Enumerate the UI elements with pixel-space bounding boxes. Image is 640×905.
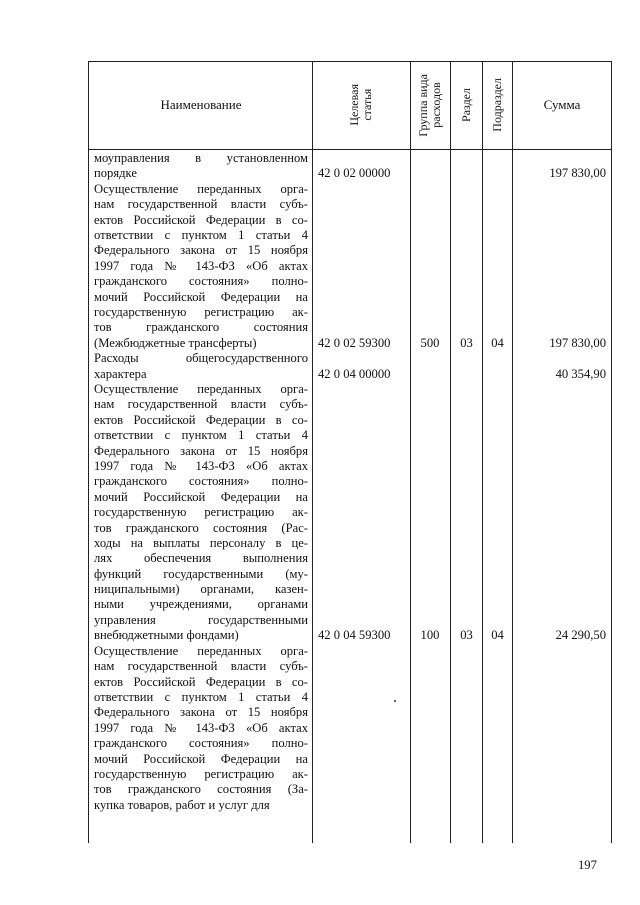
row-sum: 197 830,00 [549, 335, 606, 350]
row-description-line: тов гражданского состояния (За- [94, 782, 308, 797]
header-section-label: Раздел [458, 88, 473, 122]
row-description-line: ходы на выплаты персоналу в це- [94, 535, 308, 550]
row-description-line: ектов Российской Федерации в со- [94, 212, 308, 227]
row-description-line: нам государственной власти субъ- [94, 197, 308, 212]
row-description-line: гражданского состояния» полно- [94, 736, 308, 751]
row-description-line: 1997 года № 143-ФЗ «Об актах [94, 458, 308, 473]
row-sum: 40 354,90 [555, 366, 606, 381]
row-description-line: внебюджетными фондами) [94, 628, 239, 643]
row-description-line: ными учреждениями, органами [94, 597, 308, 612]
header-group [410, 62, 450, 148]
row-description-line: нам государственной власти субъ- [94, 659, 308, 674]
header-target-label: Целевая статья [347, 84, 374, 126]
row-description-line: Расходы общегосударственного [94, 351, 308, 366]
row-description-line: тов гражданского состояния [94, 320, 308, 335]
row-expense-group: 500 [420, 335, 440, 350]
row-description-line: государственную регистрацию ак- [94, 505, 308, 520]
row-description-line: управления государственными [94, 612, 308, 627]
row-description-line: Федерального закона от 15 ноября [94, 243, 308, 258]
row-sum: 24 290,50 [555, 628, 606, 643]
row-description-line: Федерального закона от 15 ноября [94, 443, 308, 458]
row-description-line: государственную регистрацию ак- [94, 304, 308, 319]
row-description-line: мочий Российской Федерации на [94, 489, 308, 504]
header-subsection [482, 62, 512, 148]
header-group-label: Группа вида расходов [416, 73, 443, 137]
row-target-code: 42 0 02 59300 [318, 335, 391, 350]
row-description-line: 1997 года № 143-ФЗ «Об актах [94, 720, 308, 735]
row-subsection: 04 [491, 335, 504, 350]
row-expense-group: 100 [420, 628, 440, 643]
header-sum: Сумма [543, 97, 581, 112]
row-description [94, 382, 308, 644]
row-description-line: характера [94, 366, 147, 381]
header-section [450, 62, 482, 148]
row-description-line: функций государственными (му- [94, 566, 308, 581]
row-description-line: мочий Российской Федерации на [94, 751, 308, 766]
row-target-code: 42 0 02 00000 [318, 166, 391, 181]
scan-speck [394, 700, 396, 702]
row-description-line: ответствии с пунктом 1 статьи 4 [94, 689, 308, 704]
row-description-line: купка товаров, работ и услуг для [94, 797, 270, 812]
row-description-line: ответствии с пунктом 1 статьи 4 [94, 428, 308, 443]
row-description-line: Федерального закона от 15 ноября [94, 705, 308, 720]
row-subsection: 04 [491, 628, 504, 643]
table-header-bottom-border [88, 149, 612, 150]
header-subsection-label: Подраздел [489, 78, 504, 132]
row-description-line: гражданского состояния» полно- [94, 474, 308, 489]
row-description-line: тов гражданского состояния (Рас- [94, 520, 308, 535]
row-description-line: 1997 года № 143-ФЗ «Об актах [94, 258, 308, 273]
row-sum: 197 830,00 [549, 166, 606, 181]
row-description-line: моуправления в установленном [94, 151, 308, 165]
row-description-line: (Межбюджетные трансферты) [94, 335, 257, 350]
page-number: 197 [578, 858, 597, 872]
row-target-code: 42 0 04 59300 [318, 628, 391, 643]
row-description [94, 182, 308, 351]
row-description [94, 351, 308, 382]
table-right-border [611, 61, 612, 843]
row-section: 03 [460, 335, 473, 350]
row-description-line: Осуществление переданных орга- [94, 643, 308, 658]
row-description-line: мочий Российской Федерации на [94, 289, 308, 304]
col-divider-target [410, 61, 411, 843]
col-divider-name [312, 61, 313, 843]
row-target-code: 42 0 04 00000 [318, 366, 391, 381]
row-description-line: гражданского состояния» полно- [94, 274, 308, 289]
row-description [94, 644, 308, 813]
row-description-line: Осуществление переданных орга- [94, 181, 308, 196]
row-description-line: Осуществление переданных орга- [94, 382, 308, 396]
header-name: Наименование [160, 97, 242, 112]
col-divider-group [450, 61, 451, 843]
row-description-line: ектов Российской Федерации в со- [94, 674, 308, 689]
row-description-line: лях обеспечения выполнения [94, 551, 308, 566]
row-section: 03 [460, 628, 473, 643]
header-target [312, 62, 410, 148]
row-description-line: ответствии с пунктом 1 статьи 4 [94, 227, 308, 242]
row-description-line: государственную регистрацию ак- [94, 766, 308, 781]
table-left-border [88, 61, 89, 843]
row-description-line: нам государственной власти субъ- [94, 397, 308, 412]
row-description-line: ектов Российской Федерации в со- [94, 412, 308, 427]
row-description-line: ниципальными) органами, казен- [94, 582, 308, 597]
row-description-line: порядке [94, 166, 137, 181]
row-description [94, 151, 308, 182]
col-divider-section [482, 61, 483, 843]
